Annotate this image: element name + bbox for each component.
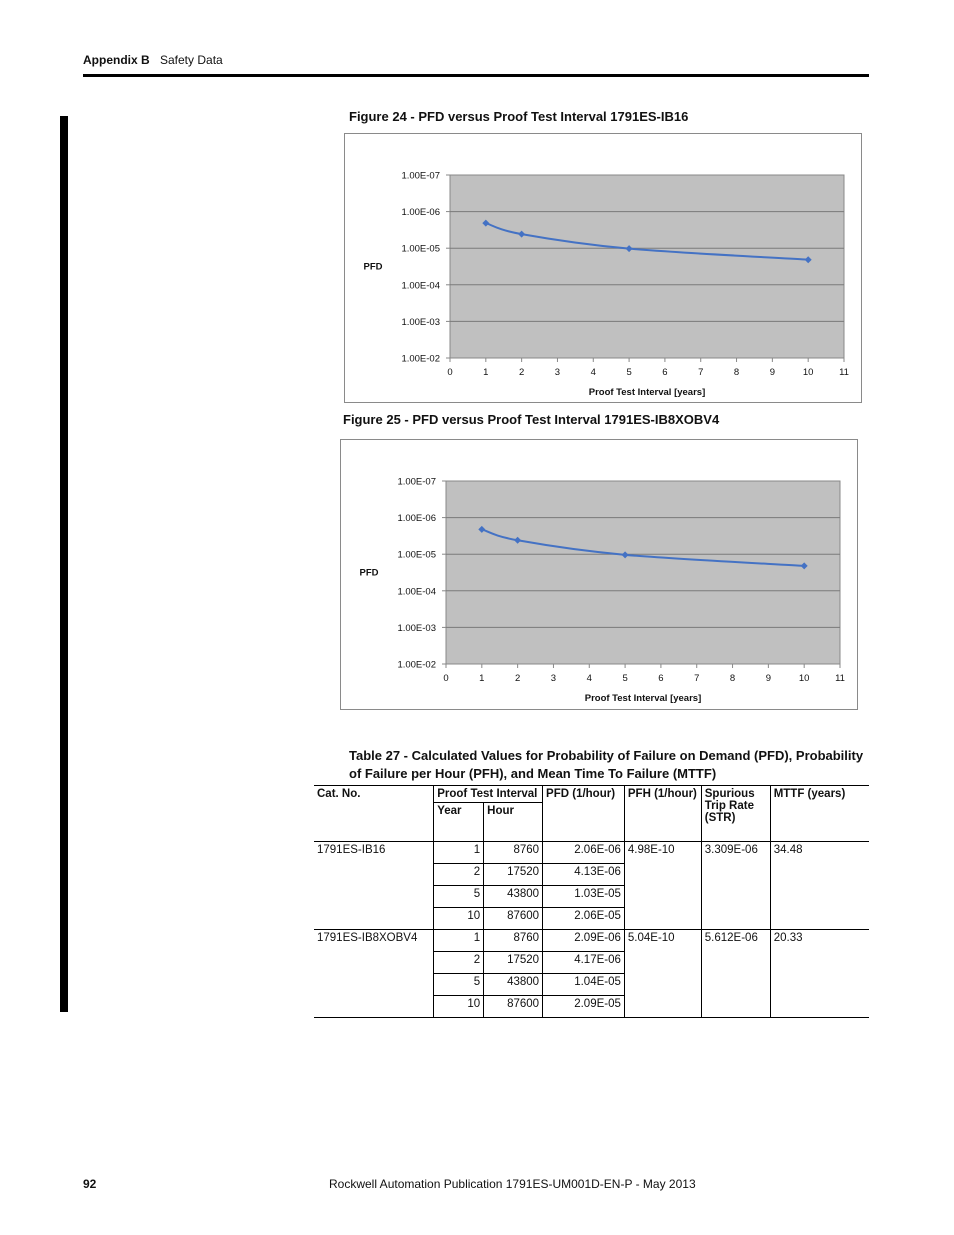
cell-pfd: 4.13E-06 <box>543 864 625 886</box>
cell-pfd: 2.06E-05 <box>543 908 625 930</box>
cell-hour: 43800 <box>484 974 543 996</box>
y-axis-label: PFD <box>359 567 379 579</box>
cell-hour: 87600 <box>484 908 543 930</box>
figure-25-caption: Figure 25 - PFD versus Proof Test Interval 1791ES-IB8XOBV4 <box>343 412 720 427</box>
x-tick-label: 6 <box>662 367 668 378</box>
cell-pfd: 2.09E-05 <box>543 996 625 1018</box>
cell-str: 5.612E-06 <box>701 930 770 1018</box>
y-tick-label: 1.00E-04 <box>401 280 440 292</box>
x-tick-label: 0 <box>447 367 453 378</box>
cell-pfh: 5.04E-10 <box>624 930 701 1018</box>
appendix-label: Appendix B <box>83 53 150 67</box>
table-row <box>314 842 869 864</box>
y-tick-label: 1.00E-04 <box>397 586 436 598</box>
values-table <box>314 785 869 1018</box>
change-bar <box>60 116 68 1012</box>
table-row <box>314 930 869 952</box>
y-tick-label: 1.00E-06 <box>401 207 440 219</box>
y-tick-label: 1.00E-02 <box>401 353 440 365</box>
cell-pfd: 4.17E-06 <box>543 952 625 974</box>
y-tick-label: 1.00E-05 <box>401 243 440 255</box>
table-body <box>314 842 869 1018</box>
page-number: 92 <box>83 1177 97 1191</box>
table-27-caption: Table 27 - Calculated Values for Probability of Failure on Demand (PFD), Probability of Failure per Hour (PFH), and Mean Time To Failure (MTTF) <box>349 748 864 781</box>
cell-pfh: 4.98E-10 <box>624 842 701 930</box>
header-cat-no: Cat. No. <box>314 786 434 842</box>
cell-cat-no: 1791ES-IB8XOBV4 <box>314 930 434 1018</box>
x-tick-label: 5 <box>622 673 628 684</box>
cell-hour: 87600 <box>484 996 543 1018</box>
y-tick-label: 1.00E-03 <box>401 316 440 328</box>
x-axis-label: Proof Test Interval [years] <box>588 387 706 398</box>
figure-24-caption: Figure 24 - PFD versus Proof Test Interval 1791ES-IB16 <box>349 109 689 124</box>
header-proof-test-interval: Proof Test Interval <box>434 786 543 803</box>
header-mttf: MTTF (years) <box>773 788 846 800</box>
x-tick-label: 11 <box>835 673 845 684</box>
figure-25-chart <box>340 439 858 710</box>
cell-pfd: 2.09E-06 <box>543 930 625 952</box>
cell-hour: 17520 <box>484 952 543 974</box>
cell-year: 10 <box>434 908 484 930</box>
y-tick-label: 1.00E-06 <box>397 513 436 525</box>
y-tick-label: 1.00E-02 <box>397 659 436 671</box>
header-pfd: PFD (1/hour) <box>543 786 625 842</box>
x-tick-label: 4 <box>586 673 592 684</box>
plot-area <box>450 175 844 358</box>
x-tick-label: 0 <box>443 673 449 684</box>
cell-cat-no: 1791ES-IB16 <box>314 842 434 930</box>
x-tick-label: 4 <box>590 367 596 378</box>
cell-hour: 8760 <box>484 842 543 864</box>
cell-pfd: 1.03E-05 <box>543 886 625 908</box>
cell-year: 1 <box>434 930 484 952</box>
cell-year: 5 <box>434 886 484 908</box>
cell-hour: 43800 <box>484 886 543 908</box>
y-tick-label: 1.00E-05 <box>397 549 436 561</box>
y-axis-label: PFD <box>363 261 383 273</box>
x-tick-label: 3 <box>550 673 557 684</box>
x-axis-label: Proof Test Interval [years] <box>584 693 702 704</box>
x-tick-label: 8 <box>729 673 736 684</box>
cell-str: 3.309E-06 <box>701 842 770 930</box>
section-title: Safety Data <box>160 53 223 67</box>
cell-mttf: 20.33 <box>773 932 803 944</box>
y-tick-label: 1.00E-07 <box>397 476 436 488</box>
x-tick-label: 10 <box>802 367 814 378</box>
y-tick-label: 1.00E-07 <box>401 170 440 182</box>
figure-24-chart <box>344 133 862 403</box>
x-tick-label: 11 <box>839 367 849 378</box>
y-tick-label: 1.00E-03 <box>397 622 436 634</box>
x-tick-label: 2 <box>514 673 521 684</box>
cell-pfd: 2.06E-06 <box>543 842 625 864</box>
cell-year: 5 <box>434 974 484 996</box>
x-tick-label: 6 <box>658 673 664 684</box>
cell-year: 10 <box>434 996 484 1018</box>
x-tick-label: 1 <box>479 673 485 684</box>
pfd-chart-ib16 <box>345 134 861 402</box>
x-tick-label: 9 <box>765 673 772 684</box>
cell-year: 1 <box>434 842 484 864</box>
pfd-chart-ib8xobv4 <box>341 440 857 709</box>
header-year: Year <box>434 803 484 842</box>
x-tick-label: 5 <box>626 367 632 378</box>
x-tick-label: 9 <box>769 367 776 378</box>
x-tick-label: 7 <box>694 673 700 684</box>
cell-pfd: 1.04E-05 <box>543 974 625 996</box>
x-tick-label: 3 <box>554 367 561 378</box>
cell-mttf: 34.48 <box>773 844 803 856</box>
publication-info: Rockwell Automation Publication 1791ES-UM001D-EN-P - May 2013 <box>329 1177 696 1191</box>
x-tick-label: 10 <box>798 673 810 684</box>
x-tick-label: 7 <box>698 367 704 378</box>
header-hour: Hour <box>484 803 543 842</box>
cell-hour: 8760 <box>484 930 543 952</box>
cell-year: 2 <box>434 864 484 886</box>
header-pfh: PFH (1/hour) <box>624 786 701 842</box>
x-tick-label: 1 <box>483 367 489 378</box>
cell-year: 2 <box>434 952 484 974</box>
header-str: Spurious Trip Rate (STR) <box>701 786 770 842</box>
plot-area <box>446 481 840 664</box>
x-tick-label: 2 <box>518 367 525 378</box>
cell-hour: 17520 <box>484 864 543 886</box>
header-rule <box>83 74 869 77</box>
x-tick-label: 8 <box>733 367 740 378</box>
